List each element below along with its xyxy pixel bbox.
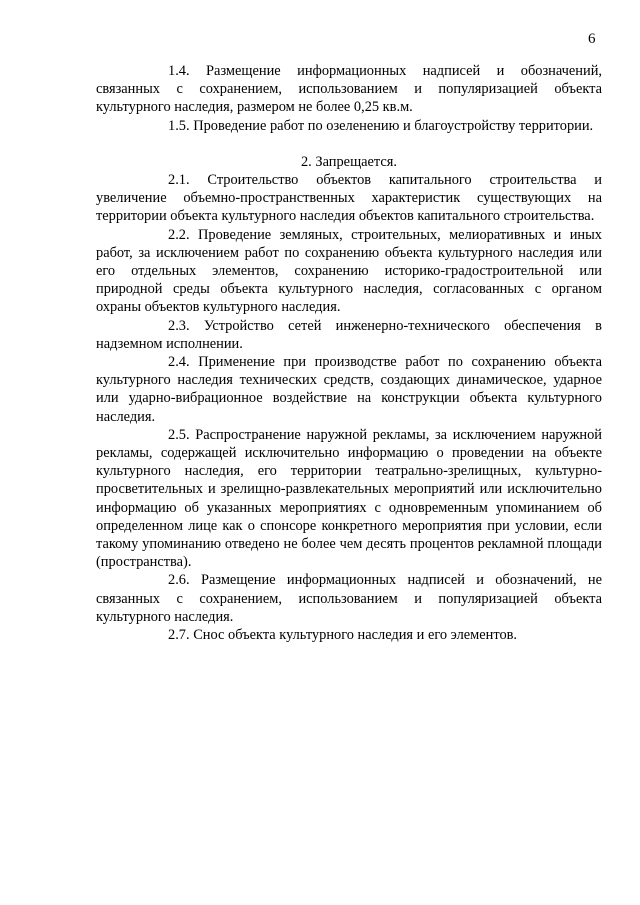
clause-2-6 [96, 571, 602, 626]
clause-2-4 [96, 353, 602, 426]
clause-text: Снос объекта культурного наследия и его элементов. [193, 627, 518, 644]
section-heading: 2. Запрещается. [300, 153, 397, 170]
clause-text: Распространение наружной рекламы, за исключением наружной рекламы, содержащей исключительно информацию о проведении на объекте культурного наследия, его территории театрально-зрелищных, культурно-просветительных и зрелищно-развлекательных мероприятий или исключительно информацию об указанных мероприятиях с одновременным упоминанием об определенном лице как о спонсоре конкретного мероприятия при условии, если такому упоминанию отведено не более чем десять процентов рекламной площади (пространства). [96, 426, 602, 571]
clause-number: 1.4. [168, 63, 190, 79]
clause-number: 2.7. [168, 627, 190, 644]
clause-2-7 [96, 626, 602, 644]
clause-1-4 [96, 62, 602, 117]
clause-2-5 [96, 426, 602, 572]
clause-text: Устройство сетей инженерно-технического обеспечения в надземном исполнении. [96, 317, 602, 352]
clause-2-1 [96, 171, 602, 226]
clause-number: 1.5. [168, 117, 190, 134]
clause-number: 2.4. [168, 354, 190, 371]
clause-number: 2.3. [168, 317, 190, 334]
clause-text: Проведение земляных, строительных, мелиоративных и иных работ, за исключением работ по сохранению объекта культурного наследия или его отдельных элементов, сохранению историко-градостроительной или природной среды объекта культурного наследия, согласованных с органом охраны объектов культурного наследия. [96, 226, 602, 316]
clause-number: 2.6. [168, 572, 190, 589]
clause-number: 2.2. [168, 226, 190, 243]
clause-text: Проведение работ по озеленению и благоустройству территории. [193, 117, 594, 134]
clause-number: 2.1. [168, 172, 190, 189]
clause-text: Размещение информационных надписей и обозначений, не связанных с сохранением, использованием и популяризацией объекта культурного наследия. [96, 572, 602, 625]
clause-text: Строительство объектов капитального строительства и увеличение объемно-пространственных характеристик существующих на территории объекта культурного наследия объектов капитального строительства. [96, 172, 602, 225]
clause-text: Размещение информационных надписей и обозначений, связанных с сохранением, использованием и популяризацией объекта культурного наследия, размером не более 0,25 кв.м. [96, 63, 602, 116]
clause-text: Применение при производстве работ по сохранению объекта культурного наследия технических средств, создающих динамическое, ударное или ударно-вибрационное воздействие на конструкции объекта культурного наследия. [96, 354, 602, 425]
page-number: 6 [588, 31, 596, 47]
clause-1-5 [96, 117, 602, 135]
document-body [96, 62, 602, 644]
clause-2-2 [96, 226, 602, 317]
clause-2-3 [96, 317, 602, 353]
clause-number: 2.5. [168, 426, 190, 443]
